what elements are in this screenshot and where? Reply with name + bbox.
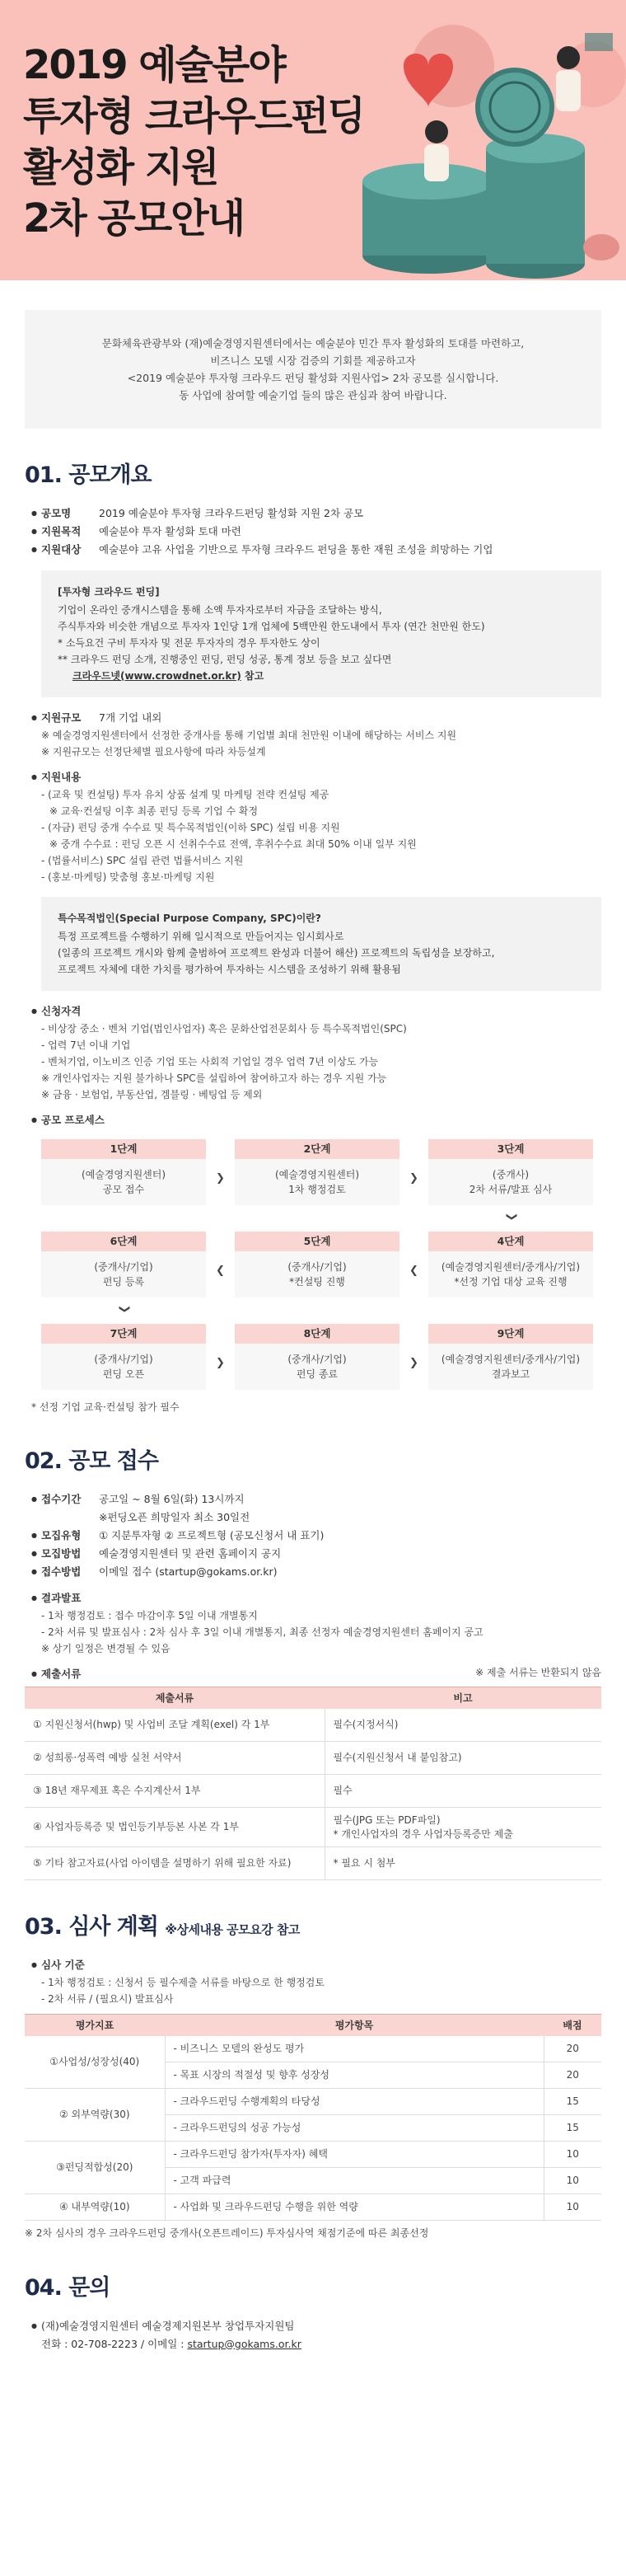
intro-box xyxy=(25,310,601,429)
evaluation-note: ※ 2차 심사의 경우 크라우드펀딩 중개사(오픈트레이드) 투자심사역 채점기준에 따른 최종선정 xyxy=(25,2227,429,2240)
support-item: - (법률서비스) SPC 설립 관련 법률서비스 지원 xyxy=(41,854,244,866)
kv-key: ● 접수기간 xyxy=(31,1490,99,1509)
crowdnet-link[interactable]: 크라우드넷(www.crowdnet.or.kr) xyxy=(72,669,241,682)
kv-row xyxy=(25,1527,601,1545)
arrow-down-icon: ❯ xyxy=(505,1212,518,1222)
kv-row xyxy=(25,1509,601,1527)
note-line: ※ 예술경영지원센터에서 선정한 중개사를 통해 기업별 최대 천만원 이내에 해당하는 서비스 지원 xyxy=(41,729,457,741)
step-label: 9단계 xyxy=(428,1324,593,1344)
process-step xyxy=(235,1324,399,1390)
kv-value: 2019 예술분야 투자형 크라우드펀딩 활성화 지원 2차 공모 xyxy=(99,506,364,519)
kv-row xyxy=(25,541,601,559)
step-label: 5단계 xyxy=(235,1232,399,1251)
kv-value: ※펀딩오픈 희망일자 최소 30일전 xyxy=(99,1511,250,1524)
arrow-down-icon: ❯ xyxy=(118,1304,131,1314)
intro-line: <2019 예술분야 투자형 크라우드 펀딩 활성화 지원사업> 2차 공모를 실시합니다. xyxy=(127,372,499,384)
table-cell: 필수(지원신청서 내 붙임참고) xyxy=(325,1742,601,1775)
table-cell: - 고객 파급력 xyxy=(165,2168,544,2194)
crowdfunding-info-box xyxy=(41,570,601,697)
step-actor: (중개사/기업) xyxy=(94,1260,153,1273)
step-label: 2단계 xyxy=(235,1139,399,1159)
box-line: 특정 프로젝트를 수행하기 위해 일시적으로 만들어지는 임시회사로 xyxy=(58,930,344,942)
process-step xyxy=(41,1324,206,1390)
arrow-left-icon: ❮ xyxy=(216,1264,225,1277)
box-line: * 소득요건 구비 투자자 및 전문 투자자의 경우 투자한도 상이 xyxy=(58,636,320,649)
arrow-left-icon: ❮ xyxy=(409,1264,418,1277)
kv-value: 공고일 ~ 8월 6일(화) 13시까지 xyxy=(99,1493,245,1506)
arrow-right-icon: ❯ xyxy=(409,1356,418,1369)
eligibility-line: ※ 개인사업자는 지원 불가하나 SPC를 설립하여 참여하고자 하는 경우 지원 가능 xyxy=(41,1072,387,1084)
table-row xyxy=(25,1709,601,1742)
section-contact xyxy=(0,2271,626,2353)
table-cell: 필수(JPG 또는 PDF파일) * 개인사업자의 경우 사업자등록증만 제출 xyxy=(325,1808,601,1847)
table-cell: * 필요 시 첨부 xyxy=(325,1847,601,1880)
kv-row xyxy=(25,504,601,523)
step-action: 2차 서류/발표 심사 xyxy=(469,1183,553,1195)
contact-prefix: 전화 : 02-708-2223 / 이메일 : xyxy=(41,2337,188,2350)
eligibility-line: - 벤처기업, 이노비즈 인증 기업 또는 사회적 기업일 경우 업력 7년 이상도 가능 xyxy=(41,1055,379,1067)
process-step xyxy=(41,1232,206,1297)
contact-org-text: (재)예술경영지원센터 예술경제지원본부 창업투자지원팀 xyxy=(41,2319,295,2332)
box-line: 주식투자와 비슷한 개념으로 투자자 1인당 1개 업체에 5백만원 한도내에서 투자 (연간 천만원 한도) xyxy=(58,620,485,632)
person-icon xyxy=(425,120,448,143)
contact-block xyxy=(25,2317,601,2353)
step-action: *컨설팅 진행 xyxy=(289,1275,345,1288)
step-actor: (중개사/기업) xyxy=(287,1353,347,1365)
eligibility-line: - 비상장 중소 · 벤처 기업(법인사업자) 혹은 문화산업전문회사 등 특수목적법인(SPC) xyxy=(41,1022,407,1035)
table-header-row xyxy=(25,1687,601,1709)
kv-row xyxy=(25,1490,601,1509)
box-link-line xyxy=(58,668,585,684)
process-note: * 선정 기업 교육·컨설팅 참가 필수 xyxy=(31,1401,180,1413)
table-cell-category: ③펀딩적합성(20) xyxy=(25,2142,165,2194)
table-cell: 필수 xyxy=(325,1775,601,1808)
step-action: *선정 기업 대상 교육 진행 xyxy=(454,1275,568,1288)
kv-key: ● 지원목적 xyxy=(31,523,99,541)
step-label: 3단계 xyxy=(428,1139,593,1159)
section-title: 04. 문의 xyxy=(25,2274,110,2301)
table-header: 평가항목 xyxy=(165,2015,544,2036)
table-cell: - 크라우드펀딩 수행계획의 타당성 xyxy=(165,2089,544,2115)
hero-title-line: 투자형 크라우드펀딩 xyxy=(23,93,365,139)
contact-org: ● (재)예술경영지원센터 예술경제지원본부 창업투자지원팀 xyxy=(31,2319,295,2332)
box-line: 기업이 온라인 중개시스템을 통해 소액 투자자로부터 자금을 조달하는 방식, xyxy=(58,603,382,616)
box-title: 특수목적법인(Special Purpose Company, SPC)이란? xyxy=(58,912,321,924)
support-item: - (자금) 펀딩 중개 수수료 및 특수목적법인(이하 SPC) 설립 비용 지원 xyxy=(41,821,340,833)
hero-title xyxy=(23,40,364,244)
criteria-line: - 1차 행정검토 : 신청서 등 필수제출 서류를 바탕으로 한 행정검토 xyxy=(41,1977,325,1989)
note-line: ※ 지원규모는 선정단체별 필요사항에 따라 차등설계 xyxy=(41,745,266,758)
arrow-right-icon: ❯ xyxy=(409,1171,418,1185)
spc-info-box xyxy=(41,897,601,991)
table-header: 평가지표 xyxy=(25,2015,165,2036)
section-overview xyxy=(0,458,626,1415)
step-action: 1차 행정검토 xyxy=(288,1183,346,1195)
section-title: 01. 공모개요 xyxy=(25,462,152,488)
piggy-bank-icon xyxy=(583,234,619,260)
process-step xyxy=(41,1139,206,1205)
docs-header-row xyxy=(25,1665,601,1683)
table-cell: ③ 18년 재무제표 혹은 수지계산서 1부 xyxy=(25,1775,325,1808)
kv-key: ● 공모명 xyxy=(31,504,99,523)
step-actor: (예술경영지원센터/중개사/기업) xyxy=(441,1260,581,1273)
table-cell-category: ④ 내부역량(10) xyxy=(25,2194,165,2221)
table-cell-score: 10 xyxy=(544,2142,601,2168)
table-cell: - 비즈니스 모델의 완성도 평가 xyxy=(165,2036,544,2062)
eligibility-heading: ● 신청자격 xyxy=(25,1002,601,1021)
hero-title-line: 2019 예술분야 xyxy=(23,42,285,88)
table-cell-category: ② 외부역량(30) xyxy=(25,2089,165,2142)
process-heading: ● 공모 프로세스 xyxy=(25,1111,601,1129)
criteria-heading: ● 심사 기준 xyxy=(25,1956,601,1974)
step-label: 1단계 xyxy=(41,1139,206,1159)
step-actor: (중개사) xyxy=(492,1168,530,1180)
table-row xyxy=(25,1808,601,1847)
process-step xyxy=(235,1139,399,1205)
support-note: ※ 중개 수수료 : 펀딩 오픈 시 선취수수료 전액, 후취수수료 최대 50% 이내 일부 지원 xyxy=(49,838,417,850)
kv-key: ● 접수방법 xyxy=(31,1563,99,1581)
step-actor: (중개사/기업) xyxy=(287,1260,347,1273)
kv-row xyxy=(25,709,601,727)
kv-key: ● 모집유형 xyxy=(31,1527,99,1545)
kv-key: ● 모집방법 xyxy=(31,1545,99,1563)
process-step xyxy=(428,1324,593,1390)
hero-title-line: 2차 공모안내 xyxy=(23,195,244,242)
step-action: 결과보고 xyxy=(491,1368,530,1380)
table-header: 비고 xyxy=(325,1687,601,1709)
step-label: 4단계 xyxy=(428,1232,593,1251)
support-note: ※ 교육·컨설팅 이후 최종 펀딩 등록 기업 수 확정 xyxy=(49,805,259,817)
box-line: 프로젝트 자체에 대한 가치를 평가하여 투자하는 시스템을 조성하기 위해 활용됨 xyxy=(58,963,401,975)
arrow-right-icon: ❯ xyxy=(216,1356,225,1369)
table-header: 제출서류 xyxy=(25,1687,325,1709)
kv-value: 예술경영지원센터 및 관련 홈페이지 공지 xyxy=(99,1547,282,1560)
section-application xyxy=(0,1444,626,1880)
support-item: - (홍보·마케팅) 맞춤형 홍보·마케팅 지원 xyxy=(41,870,215,883)
step-actor: (예술경영지원센터) xyxy=(274,1168,360,1180)
step-label: 6단계 xyxy=(41,1232,206,1251)
table-cell-score: 20 xyxy=(544,2062,601,2089)
table-row xyxy=(25,1775,601,1808)
support-content-heading: ● 지원내용 xyxy=(25,768,601,786)
box-title: [투자형 크라우드 펀딩] xyxy=(58,585,160,598)
kv-value: 7개 기업 내외 xyxy=(99,711,162,724)
kv-key: ● 지원규모 xyxy=(31,709,99,727)
table-cell: ② 성희롱·성폭력 예방 실천 서약서 xyxy=(25,1742,325,1775)
intro-line: 문화체육관광부와 (재)예술경영지원센터에서는 예술분야 민간 투자 활성화의 토대를 마련하고, xyxy=(101,337,525,350)
crowdfunding-illustration xyxy=(338,16,626,280)
box-line: (일종의 프로젝트 개시와 함께 출범하여 프로젝트 완성과 더불어 해산) 프로젝트의 독립성을 보장하고, xyxy=(58,946,495,959)
table-header-row xyxy=(25,2015,601,2036)
table-cell: - 크라우드펀딩의 성공 가능성 xyxy=(165,2115,544,2142)
kv-value: 이메일 접수 (startup@gokams.or.kr) xyxy=(99,1565,278,1579)
step-label: 8단계 xyxy=(235,1324,399,1344)
process-step xyxy=(235,1232,399,1297)
section-title-main: 03. 심사 계획 xyxy=(25,1914,158,1940)
table-cell: ④ 사업자등록증 및 법인등기부등본 사본 각 1부 xyxy=(25,1808,325,1847)
result-line: - 1차 행정검토 : 접수 마감이후 5일 이내 개별통지 xyxy=(41,1610,258,1622)
step-actor: (중개사/기업) xyxy=(94,1353,153,1365)
table-cell: 필수(지정서식) xyxy=(325,1709,601,1742)
process-diagram xyxy=(33,1139,601,1395)
step-action: 펀딩 종료 xyxy=(296,1368,339,1380)
kv-value: 예술분야 투자 활성화 토대 마련 xyxy=(99,524,241,537)
table-row xyxy=(25,2089,601,2115)
process-step xyxy=(428,1232,593,1297)
table-cell: - 사업화 및 크라우드펀딩 수행을 위한 역량 xyxy=(165,2194,544,2221)
result-heading: ● 결과발표 xyxy=(25,1589,601,1607)
table-cell-score: 15 xyxy=(544,2089,601,2115)
table-cell: ⑤ 기타 참고자료(사업 아이템을 설명하기 위해 필요한 자료) xyxy=(25,1847,325,1880)
table-cell-score: 10 xyxy=(544,2168,601,2194)
evaluation-table xyxy=(25,2014,601,2221)
result-line: ※ 상기 일정은 변경될 수 있음 xyxy=(41,1643,171,1655)
intro-line: 동 사업에 참여할 예술기업 들의 많은 관심과 참여 바랍니다. xyxy=(179,389,447,401)
step-action: 공모 접수 xyxy=(102,1183,145,1195)
docs-note: ※ 제출 서류는 반환되지 않음 xyxy=(475,1667,601,1679)
step-actor: (예술경영지원센터) xyxy=(81,1168,166,1180)
table-header: 배점 xyxy=(544,2015,601,2036)
person-icon xyxy=(557,46,580,69)
docs-table xyxy=(25,1687,601,1880)
table-row xyxy=(25,2194,601,2221)
intro-line: 비즈니스 모델 시장 검증의 기회를 제공하고자 xyxy=(210,354,416,367)
section-title: 02. 공모 접수 xyxy=(25,1448,158,1475)
box-line: ** 크라우드 펀딩 소개, 진행중인 펀딩, 펀딩 성공, 통계 정보 등을 보고 싶다면 xyxy=(58,653,392,665)
hero-title-line: 활성화 지원 xyxy=(23,144,218,190)
hero-banner xyxy=(0,0,626,280)
eligibility-line: ※ 금융 · 보험업, 부동산업, 겜블링 · 베팅업 등 제외 xyxy=(41,1088,263,1100)
step-action: 펀딩 오픈 xyxy=(102,1368,145,1380)
arrow-right-icon: ❯ xyxy=(216,1171,225,1185)
table-cell: ① 지원신청서(hwp) 및 사업비 조달 계획(exel) 각 1부 xyxy=(25,1709,325,1742)
table-row xyxy=(25,2142,601,2168)
table-cell: - 목표 시장의 적절성 및 향후 성장성 xyxy=(165,2062,544,2089)
kv-value: ① 지분투자형 ② 프로젝트형 (공모신청서 내 표기) xyxy=(99,1529,325,1542)
table-cell-category: ①사업성/성장성(40) xyxy=(25,2036,165,2089)
step-label: 7단계 xyxy=(41,1324,206,1344)
table-cell: - 크라우드펀딩 참가자(투자자) 혜택 xyxy=(165,2142,544,2168)
criteria-line: - 2차 서류 / (필요시) 발표심사 xyxy=(41,1993,174,2006)
section-title-sub: ※상세내용 공모요강 참고 xyxy=(165,1922,300,1938)
kv-value: 예술분야 고유 사업을 기반으로 투자형 크라우드 펀딩을 통한 재원 조성을 희망하는 기업 xyxy=(99,542,493,556)
box-link-suffix: 참고 xyxy=(241,669,264,682)
result-line: - 2차 서류 및 발표심사 : 2차 심사 후 3일 이내 개별통지, 최종 선정자 예술경영지원센터 홈페이지 공고 xyxy=(41,1626,484,1639)
step-action: 펀딩 등록 xyxy=(102,1275,145,1288)
table-cell-score: 10 xyxy=(544,2194,601,2221)
support-item: - (교육 및 컨설팅) 투자 유치 상품 설계 및 마케팅 전략 컨설팅 제공 xyxy=(41,788,329,800)
table-row xyxy=(25,1847,601,1880)
section-title xyxy=(25,1910,601,1945)
step-actor: (예술경영지원센터/중개사/기업) xyxy=(441,1353,581,1365)
table-cell-score: 20 xyxy=(544,2036,601,2062)
docs-heading: ● 제출서류 xyxy=(25,1665,81,1683)
contact-line xyxy=(31,2335,601,2353)
kv-row xyxy=(25,523,601,541)
process-step xyxy=(428,1139,593,1205)
contact-email-link[interactable]: startup@gokams.or.kr xyxy=(187,2337,301,2350)
table-cell-score: 15 xyxy=(544,2115,601,2142)
eligibility-line: - 업력 7년 이내 기업 xyxy=(41,1039,131,1051)
kv-key: ● 지원대상 xyxy=(31,541,99,559)
table-row xyxy=(25,1742,601,1775)
table-row xyxy=(25,2036,601,2062)
kv-row xyxy=(25,1563,601,1581)
section-evaluation xyxy=(0,1910,626,2241)
kv-row xyxy=(25,1545,601,1563)
